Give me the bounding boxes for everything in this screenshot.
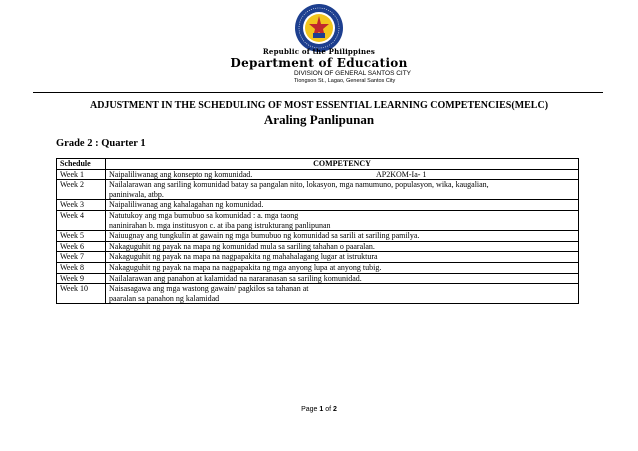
- competency-cell: [106, 273, 579, 284]
- competency-cell: [106, 252, 579, 263]
- week-cell: Week 2: [57, 180, 106, 200]
- competency-text: Naipaliliwanag ang konsepto ng komunidad.: [109, 169, 253, 179]
- competency-text: paniniwala, atbp.: [109, 189, 164, 199]
- document-title: ADJUSTMENT IN THE SCHEDULING OF MOST ESSENTIAL LEARNING COMPETENCIES(MELC): [89, 100, 549, 111]
- competency-code: AP2KOM-Ia- 1: [376, 169, 427, 179]
- week-cell: Week 6: [57, 241, 106, 252]
- schedule-header: Schedule: [57, 159, 106, 170]
- competency-text: Nakaguguhit ng payak na mapa na nagpapakita ng mga anyong lupa at anyong tubig.: [109, 262, 382, 272]
- competency-cell: [106, 200, 579, 211]
- table-row: [57, 284, 579, 304]
- table-row: [57, 273, 579, 284]
- division-heading: DIVISION OF GENERAL SANTOS CITY: [294, 70, 412, 77]
- deped-seal-logo: [294, 3, 344, 53]
- competency-text: Natutukoy ang mga bumubuo sa komunidad : a. mga taong: [109, 210, 299, 220]
- week-cell: Week 10: [57, 284, 106, 304]
- competency-cell: [106, 231, 579, 242]
- competency-text: Nakaguguhit ng payak na mapa ng komunidad mula sa sariling tahahan o paaralan.: [109, 241, 375, 251]
- week-cell: Week 1: [57, 169, 106, 180]
- table-row: [57, 252, 579, 263]
- table-row: [57, 200, 579, 211]
- week-cell: Week 9: [57, 273, 106, 284]
- competency-cell: [106, 241, 579, 252]
- document-subject: Araling Panlipunan: [263, 112, 375, 127]
- competency-text: naninirahan b. mga institusyon c. at iba pang istrukturang panlipunan: [109, 220, 331, 230]
- competency-text: Naiuugnay ang tungkulin at gawain ng mga bumubuo ng komunidad sa sarili at sariling pamilya.: [109, 231, 420, 241]
- page-current: 1: [319, 406, 324, 413]
- competency-header: COMPETENCY: [106, 159, 579, 170]
- table-row: [57, 262, 579, 273]
- competency-text: Naipaliliwanag ang kahalagahan ng komunidad.: [109, 200, 264, 210]
- of-word: of: [325, 406, 332, 413]
- table-header-row: [57, 159, 579, 170]
- week-cell: Week 5: [57, 231, 106, 242]
- competency-text: Nailalarawan ang sariling komunidad batay sa pangalan nito, lokasyon, mga namumuno, populasyon, wika, kaugalian,: [109, 180, 489, 190]
- competency-table: [56, 158, 579, 304]
- republic-heading: Republic of the Philippines: [262, 47, 376, 56]
- table-row: [57, 210, 579, 230]
- table-row: [57, 180, 579, 200]
- competency-text: paaralan sa panahon ng kalamidad: [109, 293, 220, 303]
- competency-text: Nailalarawan ang panahon at kalamidad na nararanasan sa sariling komunidad.: [109, 273, 362, 283]
- table-row: [57, 169, 579, 180]
- competency-text: Naisasagawa ang mga wastong gawain/ pagkilos sa tahanan at: [109, 284, 309, 294]
- department-heading: Department of Education: [230, 56, 408, 70]
- competency-cell: [106, 180, 579, 200]
- competency-text: Nakaguguhit ng payak na mapa na nagpapakita ng mahahalagang lugar at istruktura: [109, 252, 378, 262]
- page-total: 2: [333, 406, 337, 413]
- header-divider: [33, 92, 603, 93]
- week-cell: Week 4: [57, 210, 106, 230]
- week-cell: Week 3: [57, 200, 106, 211]
- competency-cell: [106, 210, 579, 230]
- competency-cell: [106, 169, 579, 180]
- table-row: [57, 231, 579, 242]
- table-row: [57, 241, 579, 252]
- page-word: Page: [301, 406, 318, 413]
- page-number: [0, 406, 638, 413]
- division-address: Tiongson St., Lagao, General Santos City: [294, 78, 396, 84]
- week-cell: Week 7: [57, 252, 106, 263]
- competency-cell: [106, 284, 579, 304]
- week-cell: Week 8: [57, 262, 106, 273]
- competency-cell: [106, 262, 579, 273]
- grade-quarter-label: Grade 2 : Quarter 1: [56, 138, 146, 149]
